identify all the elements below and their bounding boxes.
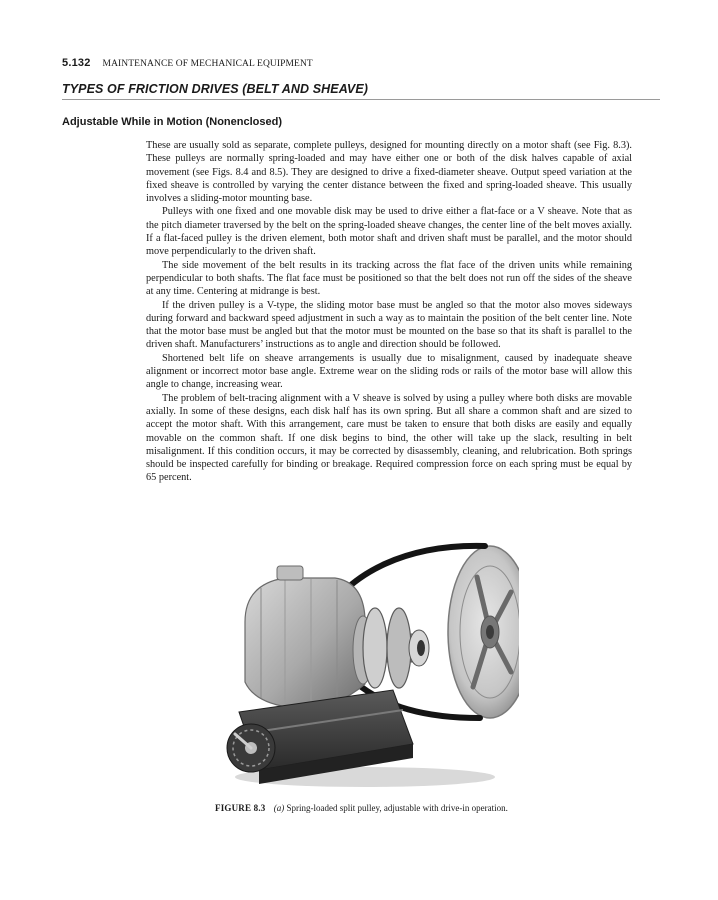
figure-part-label: (a) xyxy=(273,803,285,813)
paragraph: The problem of belt-tracing alignment with a V sheave is solved by using a pulley where both disks are movable axially. In some of these designs, each disk half has its own spring. But all share a common shaft and are sized to accept the motor shaft. With this arrangement, care must be taken to ensure that both disks are easily and equally movable on the common shaft. If one disk begins to bind, the other will take up the slack, resulting in belt misalignment. If this condition occurs, it may be corrected by disassembly, cleaning, and relubrication. Both springs should be inspected carefully for binding or breakage. Required compression force on each spring must be equal by 65 percent. xyxy=(146,392,632,484)
running-title: MAINTENANCE OF MECHANICAL EQUIPMENT xyxy=(102,59,313,69)
figure-photo xyxy=(215,522,519,794)
figure-caption xyxy=(215,803,615,813)
section-title: TYPES OF FRICTION DRIVES (BELT AND SHEAVE) xyxy=(62,82,369,96)
page-number: 5.132 xyxy=(62,57,91,69)
section-rule xyxy=(62,99,660,100)
sub-heading: Adjustable While in Motion (Nonenclosed) xyxy=(62,116,282,128)
motor xyxy=(245,566,373,708)
paragraph: These are usually sold as separate, complete pulleys, designed for mounting directly on a motor shaft (see Fig. 8.3). These pulleys are normally spring-loaded and may have either one or both of the disk halves capable of axial movement (see Figs. 8.4 and 8.5). They are designed to drive a fixed-diameter sheave. Output speed variation at the fixed sheave is controlled by varying the center distance between the fixed and spring-loaded sheave. This usually involves a sliding-motor mounting base. xyxy=(146,140,632,205)
paragraph: Pulleys with one fixed and one movable disk may be used to drive either a flat-face or a V sheave. Note that as the pitch diameter traversed by the belt on the spring-loaded sheave changes, the center line of the belt moves axially. If a flat-faced pulley is the driven element, both motor shaft and driven shaft must be parallel, and the motor should move perpendicularly to the driven shaft. xyxy=(146,206,632,258)
paragraph: The side movement of the belt results in its tracking across the flat face of the driven units while remaining perpendicular to both shafts. The flat face must be positioned so that the belt does not run off the sides of the sheave at any time. Centering at midrange is best. xyxy=(146,259,632,298)
paragraph: Shortened belt life on sheave arrangements is usually due to misalignment, caused by inadequate sheave alignment or incorrect motor base angle. Extreme wear on the sliding rods or rails of the motor base will allow this angle to change, increasing wear. xyxy=(146,352,632,391)
figure-caption-text: Spring-loaded split pulley, adjustable with drive-in operation. xyxy=(286,803,508,813)
figure-label: FIGURE 8.3 xyxy=(215,803,266,813)
running-head xyxy=(62,53,662,67)
paragraph: If the driven pulley is a V-type, the sliding motor base must be angled so that the motor also moves sideways during forward and backward speed adjustment in such a way as to maintain the position of the belt center line. Note that the motor base must be angled but that the motor must be mounted on the base so that its shaft is parallel to the driven shaft. Manufacturers’ instructions as to angle and direction should be followed. xyxy=(146,299,632,351)
body-text xyxy=(146,139,632,485)
